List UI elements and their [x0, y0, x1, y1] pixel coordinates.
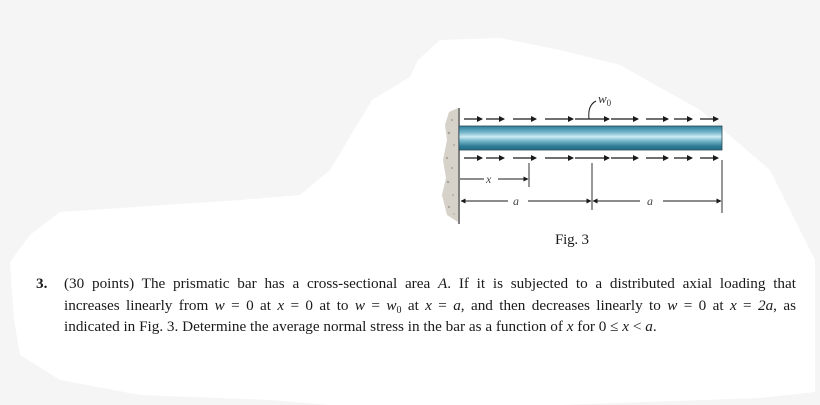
text-segment: = 0 at [224, 296, 278, 314]
prismatic-bar [459, 126, 722, 150]
text-segment: . [652, 318, 657, 335]
dimension-label-a-1: a [513, 194, 519, 208]
text-segment: , and then decreases linearly to [460, 296, 668, 314]
text-segment: indicated in Fig. 3. Determine the average normal stress in the bar as a function of [64, 318, 567, 335]
math-a: a [453, 296, 461, 314]
problem-line-3 [64, 316, 796, 338]
text-segment: The prismatic bar has a cross-sectional area [141, 275, 438, 292]
math-x: x [277, 296, 285, 314]
load-label-w0: $w_0$ [598, 91, 612, 108]
problem-number: 3. [36, 275, 48, 292]
math-A: A [437, 275, 448, 292]
dimension-label-a-2: a [647, 194, 653, 208]
problem-points: (30 points) [64, 275, 135, 292]
math-subscript: 0 [396, 304, 402, 316]
text-segment: increases linearly from [64, 296, 215, 314]
text-segment: < [629, 318, 646, 335]
text-segment: at [401, 296, 426, 314]
math-x: x [566, 318, 574, 335]
text-segment: , as [773, 296, 796, 314]
problem-body [64, 273, 796, 338]
text-segment: = [365, 296, 387, 314]
problem-statement [36, 273, 796, 338]
text-segment: = 0 at [284, 296, 337, 314]
math-a: a [645, 318, 653, 335]
text-segment: = 0 at [677, 296, 730, 314]
math-w0: w [386, 296, 397, 314]
math-w: w [214, 296, 225, 314]
text-segment: to [336, 296, 355, 314]
math-x: x [622, 318, 630, 335]
math-w: w [354, 296, 366, 314]
text-segment: for 0 ≤ [573, 318, 623, 335]
fixed-support-wall [442, 108, 459, 224]
text-segment: = [431, 296, 454, 314]
dimension-label-x: x [486, 172, 492, 186]
math-2a: 2a [757, 296, 774, 314]
text-segment: . If it is subjected to a distributed axial loading that [447, 275, 796, 292]
text-segment: = [736, 296, 758, 314]
math-w: w [667, 296, 678, 314]
figure-caption: Fig. 3 [555, 232, 589, 248]
dimension-lines [460, 160, 722, 213]
load-label-leader [589, 101, 596, 119]
math-x: x [729, 296, 737, 314]
problem-line-1 [64, 273, 796, 295]
problem-line-2 [64, 295, 796, 317]
math-x: x [425, 296, 432, 314]
